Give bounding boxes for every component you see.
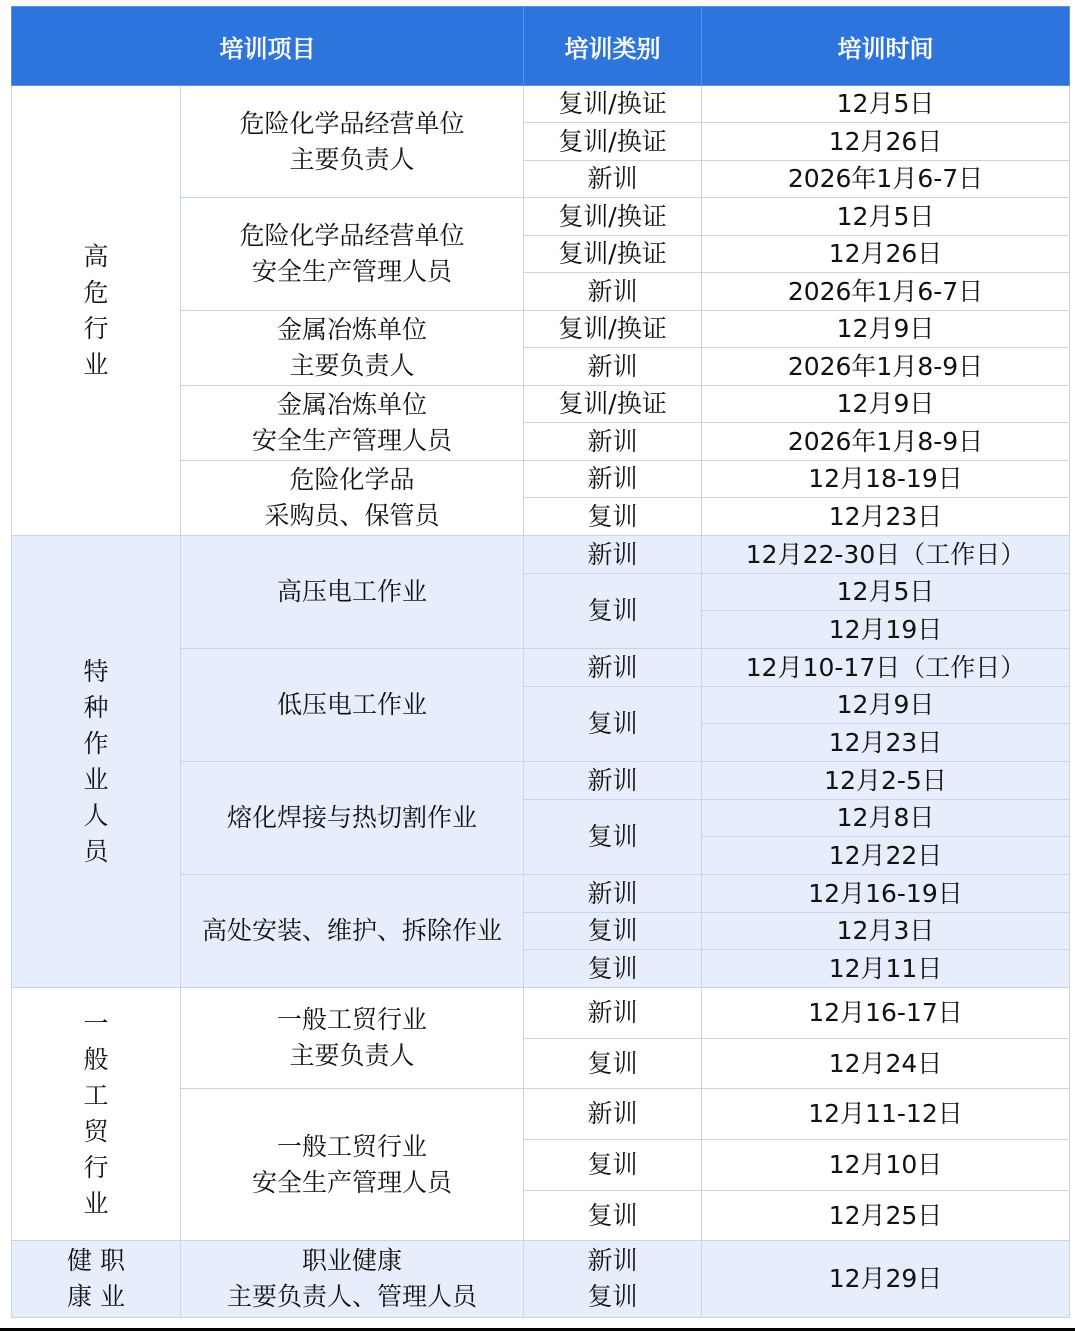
training-time-cell: 12月29日 <box>702 1241 1070 1318</box>
training-time-cell: 12月10-17日（工作日） <box>702 649 1070 687</box>
category-cell <box>12 536 181 988</box>
training-type-cell: 新训 <box>524 988 702 1039</box>
training-item-cell: 一般工贸行业 安全生产管理人员 <box>181 1089 524 1241</box>
training-time-cell: 12月9日 <box>702 311 1070 348</box>
category-label: 一 般 工 贸 行 业 <box>83 1009 109 1218</box>
training-item-cell: 金属冶炼单位 安全生产管理人员 <box>181 386 524 461</box>
table-row <box>12 988 1070 1039</box>
training-type-cell: 复训/换证 <box>524 311 702 348</box>
training-item-cell: 危险化学品经营单位 安全生产管理人员 <box>181 198 524 311</box>
table-header-row <box>12 7 1070 86</box>
training-type-cell: 新训 <box>524 273 702 311</box>
training-time-cell: 12月19日 <box>702 611 1070 649</box>
training-time-cell: 12月22日 <box>702 837 1070 875</box>
training-type-cell: 新训 <box>524 423 702 461</box>
training-time-cell: 2026年1月6-7日 <box>702 273 1070 311</box>
category-cell <box>12 86 181 536</box>
category-cell <box>12 1241 181 1318</box>
training-time-cell: 12月16-17日 <box>702 988 1070 1039</box>
training-type-cell: 复训 <box>524 1191 702 1241</box>
category-label: 健 职 康 业 <box>67 1246 125 1311</box>
training-item-cell: 熔化焊接与热切割作业 <box>181 762 524 875</box>
training-item-cell: 危险化学品 采购员、保管员 <box>181 461 524 536</box>
training-type-cell: 新训 <box>524 1089 702 1140</box>
training-time-cell: 12月18-19日 <box>702 461 1070 498</box>
training-time-cell: 12月9日 <box>702 386 1070 423</box>
training-time-cell: 2026年1月8-9日 <box>702 423 1070 461</box>
training-time-cell: 12月10日 <box>702 1140 1070 1191</box>
training-type-cell: 复训 <box>524 913 702 950</box>
training-type-cell: 复训 <box>524 498 702 536</box>
table-row <box>12 1241 1070 1318</box>
table-row <box>12 536 1070 574</box>
training-time-cell: 12月5日 <box>702 198 1070 236</box>
training-item-cell: 一般工贸行业 主要负责人 <box>181 988 524 1089</box>
training-time-cell: 12月3日 <box>702 913 1070 950</box>
training-time-cell: 12月5日 <box>702 86 1070 123</box>
training-type-cell: 新训 <box>524 348 702 386</box>
training-time-cell: 12月11日 <box>702 950 1070 988</box>
training-type-cell: 复训/换证 <box>524 86 702 123</box>
category-cell <box>12 988 181 1241</box>
training-time-cell: 12月5日 <box>702 574 1070 611</box>
training-item-cell: 高压电工作业 <box>181 536 524 649</box>
training-time-cell: 12月8日 <box>702 800 1070 837</box>
training-item-cell: 危险化学品经营单位 主要负责人 <box>181 86 524 198</box>
training-type-cell: 复训 <box>524 574 702 649</box>
training-type-cell: 复训 <box>524 1140 702 1191</box>
training-item-cell: 金属冶炼单位 主要负责人 <box>181 311 524 386</box>
header-training-time: 培训时间 <box>702 7 1070 86</box>
training-type-cell: 复训/换证 <box>524 123 702 161</box>
training-type-cell: 复训 <box>524 687 702 762</box>
training-type-cell: 新训 <box>524 649 702 687</box>
training-type-cell: 新训 <box>524 461 702 498</box>
training-type-cell: 复训 <box>524 950 702 988</box>
training-time-cell: 12月9日 <box>702 687 1070 724</box>
training-type-cell: 复训/换证 <box>524 236 702 273</box>
training-time-cell: 2026年1月8-9日 <box>702 348 1070 386</box>
training-time-cell: 12月16-19日 <box>702 875 1070 913</box>
category-label: 特 种 作 业 人 员 <box>83 656 109 866</box>
training-type-cell: 新训 <box>524 161 702 198</box>
training-time-cell: 12月23日 <box>702 724 1070 762</box>
training-type-cell: 复训 <box>524 1039 702 1089</box>
training-schedule-table <box>11 6 1070 1318</box>
training-time-cell: 12月23日 <box>702 498 1070 536</box>
training-type-cell: 复训/换证 <box>524 198 702 236</box>
table-row <box>12 86 1070 123</box>
table-body <box>12 86 1070 1318</box>
training-time-cell: 12月2-5日 <box>702 762 1070 800</box>
training-time-cell: 2026年1月6-7日 <box>702 161 1070 198</box>
training-time-cell: 12月26日 <box>702 236 1070 273</box>
training-type-cell: 新训 <box>524 762 702 800</box>
training-type-cell: 复训 <box>524 800 702 875</box>
training-type-cell: 复训/换证 <box>524 386 702 423</box>
training-time-cell: 12月11-12日 <box>702 1089 1070 1140</box>
training-item-cell: 低压电工作业 <box>181 649 524 762</box>
training-item-cell: 职业健康 主要负责人、管理人员 <box>181 1241 524 1318</box>
category-label: 高 危 行 业 <box>83 241 109 379</box>
training-time-cell: 12月22-30日（工作日） <box>702 536 1070 574</box>
header-training-type: 培训类别 <box>524 7 702 86</box>
training-type-cell: 新训 <box>524 536 702 574</box>
bottom-border-line <box>0 1328 1075 1331</box>
training-time-cell: 12月25日 <box>702 1191 1070 1241</box>
training-item-cell: 高处安装、维护、拆除作业 <box>181 875 524 988</box>
training-type-cell: 新训 复训 <box>524 1241 702 1318</box>
training-time-cell: 12月26日 <box>702 123 1070 161</box>
header-training-item: 培训项目 <box>12 7 524 86</box>
training-type-cell: 新训 <box>524 875 702 913</box>
training-time-cell: 12月24日 <box>702 1039 1070 1089</box>
